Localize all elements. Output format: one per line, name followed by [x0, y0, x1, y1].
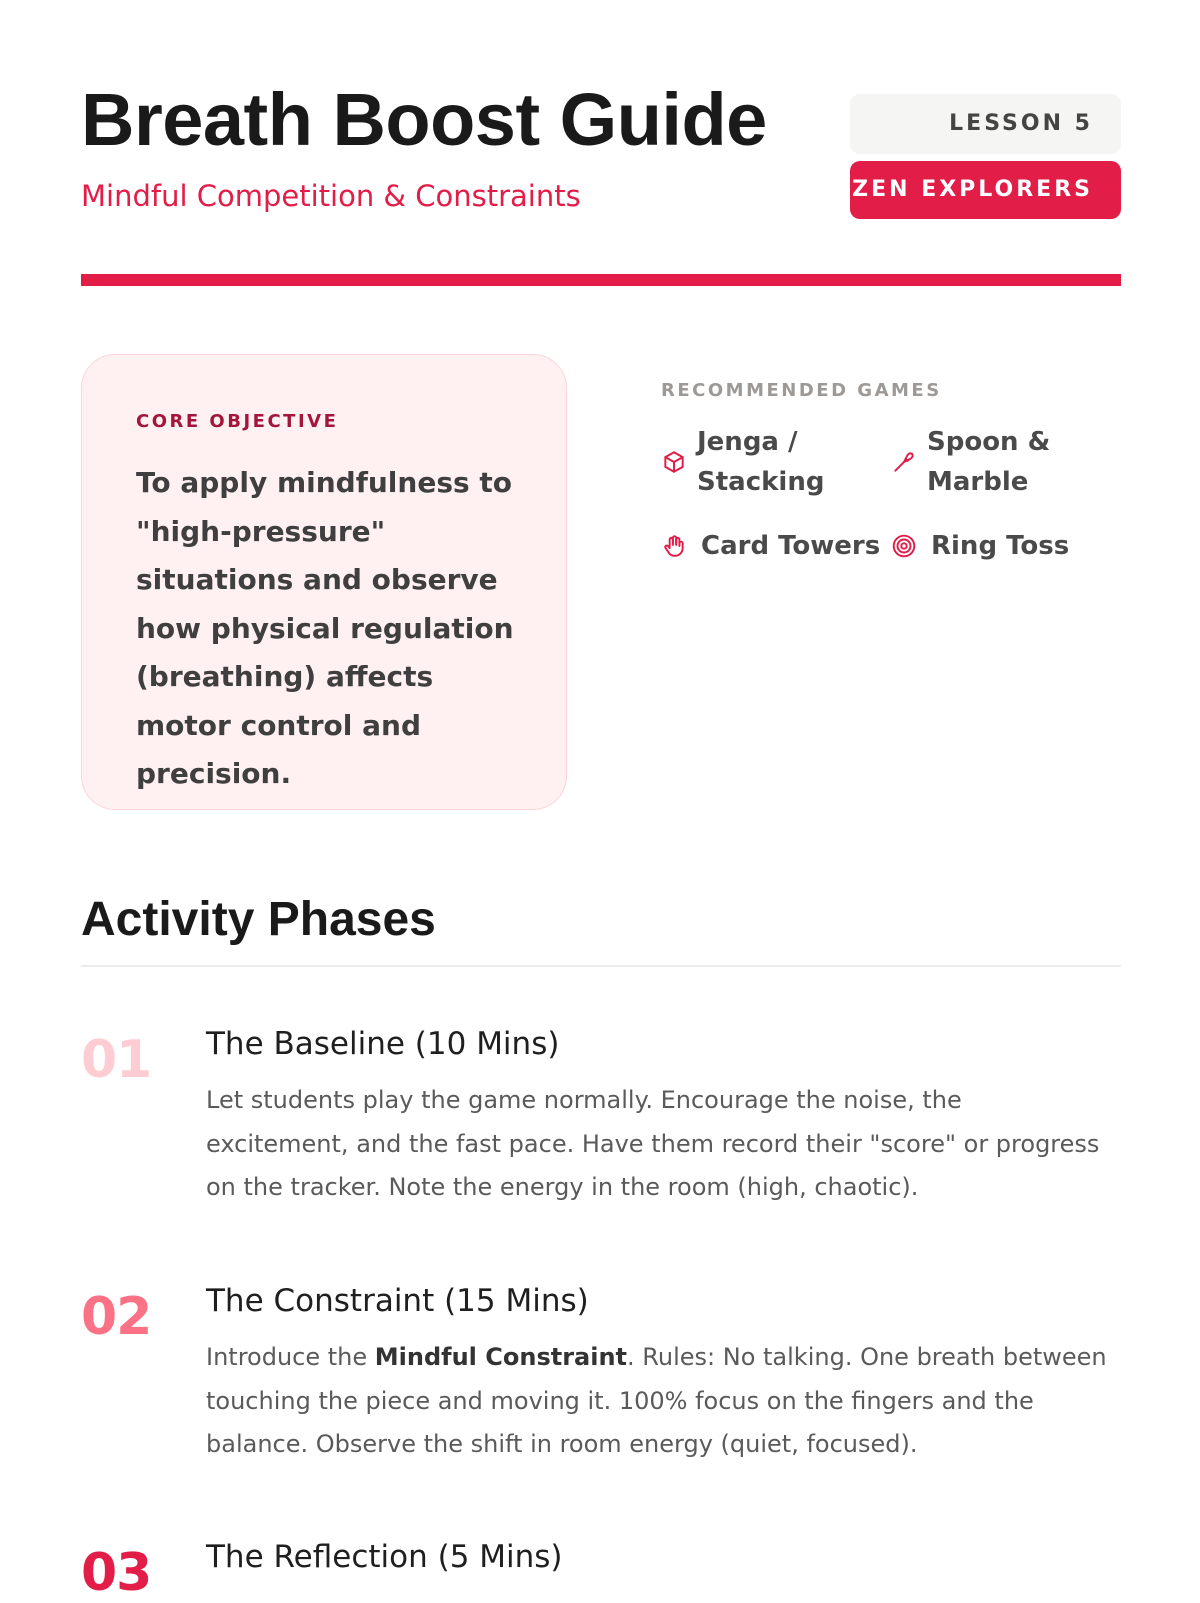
game-item-card-towers — [661, 526, 891, 566]
target-icon — [891, 533, 917, 559]
phase-number: 01 — [81, 1030, 152, 1090]
page-title: Breath Boost Guide — [81, 78, 767, 161]
phase-description-intro: Introduce the — [206, 1343, 375, 1371]
phases-divider — [81, 965, 1121, 967]
phase-number: 02 — [81, 1287, 152, 1347]
header-divider — [81, 274, 1121, 286]
phase-title: The Reflection (5 Mins) — [206, 1539, 563, 1575]
phase-description-rules: . Rules: No talking. One breath between touching the piece and moving it. 100% focus on the fingers and the balance. Observe the shift in room energy (quiet, focused). — [206, 1343, 1107, 1458]
games-grid — [661, 422, 1121, 582]
phase-title: The Constraint (15 Mins) — [206, 1283, 589, 1319]
game-item-spoon — [891, 422, 1111, 502]
objective-label: CORE OBJECTIVE — [136, 411, 339, 432]
mindful-constraint-emphasis: Mindful Constraint — [374, 1343, 628, 1371]
game-label: Jenga / Stacking — [697, 427, 825, 497]
phases-heading: Activity Phases — [81, 893, 436, 946]
game-item-jenga — [661, 422, 861, 502]
phase-number: 03 — [81, 1543, 152, 1603]
phase-title: The Baseline (10 Mins) — [206, 1026, 560, 1062]
badge-group — [850, 94, 1121, 219]
game-item-ring-toss — [891, 526, 1111, 566]
games-label: RECOMMENDED GAMES — [661, 380, 942, 401]
objective-card — [81, 354, 567, 810]
group-badge: ZEN EXPLORERS — [850, 161, 1121, 219]
game-label: Card Towers — [701, 531, 881, 561]
hand-icon — [661, 533, 687, 559]
game-label: Ring Toss — [931, 531, 1070, 561]
page-subtitle: Mindful Competition & Constraints — [81, 179, 581, 213]
cube-icon — [661, 449, 687, 475]
objective-text: To apply mindfulness to "high-pressure" situations and observe how physical regulation (breathing) affects motor control and precision. — [136, 466, 514, 790]
header — [81, 78, 1121, 228]
phase-description — [206, 1336, 1111, 1467]
lesson-badge: LESSON 5 — [850, 94, 1121, 154]
game-label: Spoon & Marble — [927, 427, 1051, 497]
recommended-games — [661, 380, 1121, 582]
phase-description: Let students play the game normally. Encourage the noise, the excitement, and the fast pace. Have them record their "score" or progress on the tracker. Note the energy in the room (high, chaotic). — [206, 1086, 1100, 1201]
spoon-icon — [891, 449, 917, 475]
